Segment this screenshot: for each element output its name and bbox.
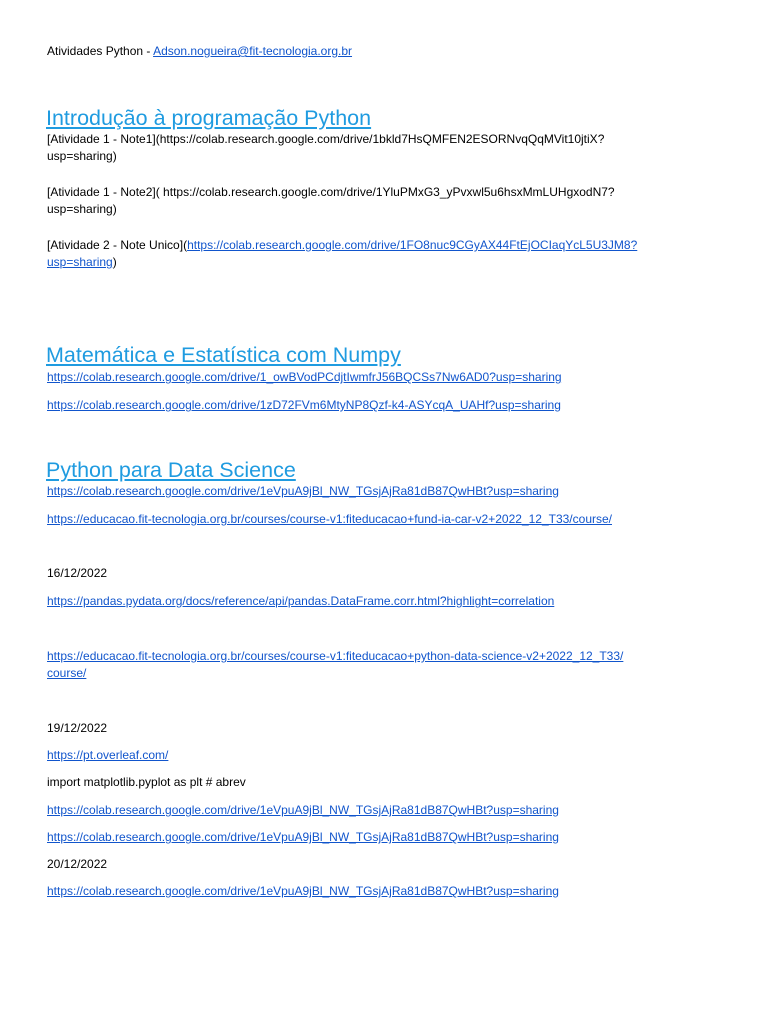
note3-link-cont[interactable]: usp=sharing (47, 255, 113, 269)
email-link[interactable]: Adson.nogueira@fit-tecnologia.org.br (153, 44, 353, 58)
section-title-intro[interactable]: Introdução à programação Python (46, 106, 372, 130)
note1-line2: usp=sharing) (47, 149, 117, 163)
note2-line2: usp=sharing) (47, 202, 117, 216)
colab-link-19-b[interactable]: https://colab.research.google.com/drive/1eVpuA9jBl_NW_TGsjAjRa81dB87QwHBt?usp=sharing (47, 830, 559, 844)
ds-link-1[interactable]: https://colab.research.google.com/drive/1eVpuA9jBl_NW_TGsjAjRa81dB87QwHBt?usp=sharing (47, 484, 559, 498)
colab-link-19-a[interactable]: https://colab.research.google.com/drive/1eVpuA9jBl_NW_TGsjAjRa81dB87QwHBt?usp=sharing (47, 803, 559, 817)
course-link-line2[interactable]: course/ (47, 666, 87, 680)
header-label: Atividades Python - (47, 44, 154, 58)
note3-link[interactable]: https://colab.research.google.com/drive/1FO8nuc9CGyAX44FtEjOCIaqYcL5U3JM8? (187, 238, 638, 252)
date-16-12: 16/12/2022 (47, 566, 108, 580)
numpy-link-1[interactable]: https://colab.research.google.com/drive/1_owBVodPCdjtIwmfrJ56BQCSs7Nw6AD0?usp=sharing (47, 370, 562, 384)
overleaf-link[interactable]: https://pt.overleaf.com/ (47, 748, 169, 762)
course-link-line1[interactable]: https://educacao.fit-tecnologia.org.br/courses/course-v1:fiteducacao+python-data-science-v2+2022_12_T33/ (47, 649, 624, 663)
note3-line2 (47, 254, 117, 271)
note2-line1: [Atividade 1 - Note2]( https://colab.research.google.com/drive/1YluPMxG3_yPvxwl5u6hsxMmLUHgxodN7? (47, 185, 615, 199)
note3-prefix: [Atividade 2 - Note Unico]( (47, 238, 188, 252)
section-title-numpy[interactable]: Matemática e Estatística com Numpy (46, 343, 401, 367)
header-line (47, 43, 352, 60)
colab-link-20[interactable]: https://colab.research.google.com/drive/1eVpuA9jBl_NW_TGsjAjRa81dB87QwHBt?usp=sharing (47, 884, 559, 898)
note3-suffix: ) (112, 255, 117, 269)
note3-line1 (47, 237, 637, 254)
note1-line1: [Atividade 1 - Note1](https://colab.research.google.com/drive/1bkld7HsQMFEN2ESORNvqQqMVit10jtiX? (47, 132, 605, 146)
code-line: import matplotlib.pyplot as plt # abrev (47, 775, 246, 789)
section-title-data-science[interactable]: Python para Data Science (46, 458, 296, 482)
date-19-12: 19/12/2022 (47, 721, 108, 735)
pandas-corr-link[interactable]: https://pandas.pydata.org/docs/reference/api/pandas.DataFrame.corr.html?highlight=correlation (47, 594, 555, 608)
numpy-link-2[interactable]: https://colab.research.google.com/drive/1zD72FVm6MtyNP8Qzf-k4-ASYcqA_UAHf?usp=sharing (47, 398, 561, 412)
date-20-12: 20/12/2022 (47, 857, 108, 871)
ds-link-2[interactable]: https://educacao.fit-tecnologia.org.br/courses/course-v1:fiteducacao+fund-ia-car-v2+2022_12_T33/course/ (47, 512, 612, 526)
